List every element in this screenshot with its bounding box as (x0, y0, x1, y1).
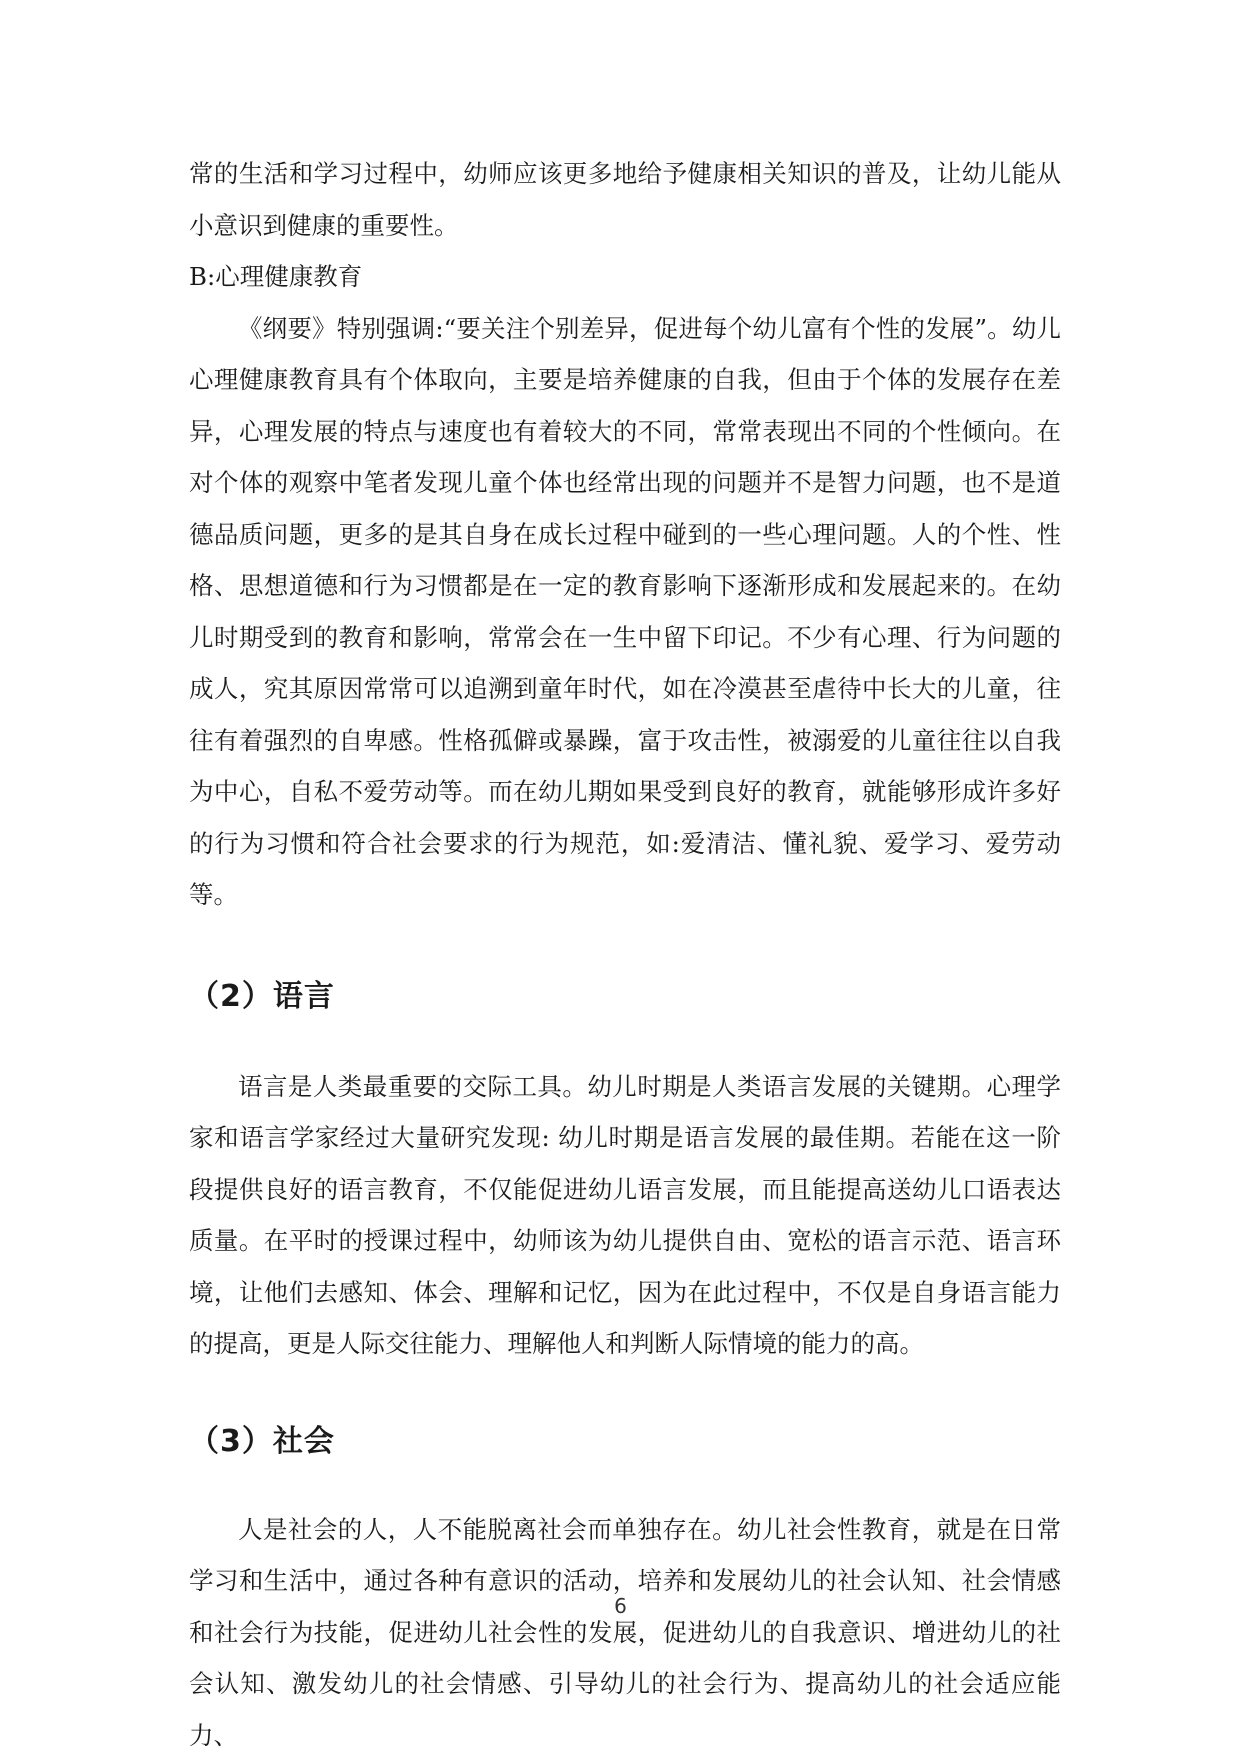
paragraph-society: 人是社会的人，人不能脱离社会而单独存在。幼儿社会性教育，就是在日常学习和生活中，通过各种有意识的活动，培养和发展幼儿的社会认知、社会情感和社会行为技能，促进幼儿社会性的发展，促进幼儿的自我意识、增进幼儿的社会认知、激发幼儿的社会情感、引导幼儿的社会行为、提高幼儿的社会适应能力、 (189, 1504, 1061, 1761)
section-heading-language: （2）语言 (189, 977, 1061, 1017)
subheading-mental-health: B:心理健康教育 (189, 251, 1061, 303)
section-heading-society: （3）社会 (189, 1422, 1061, 1462)
paragraph-health-knowledge: 常的生活和学习过程中，幼师应该更多地给予健康相关知识的普及，让幼儿能从小意识到健康的重要性。 (189, 148, 1061, 251)
page-body (189, 148, 1061, 1761)
page-number: 6 (0, 1594, 1241, 1618)
paragraph-mental-health: 《纲要》特别强调:“要关注个别差异，促进每个幼儿富有个性的发展”。幼儿心理健康教育具有个体取向，主要是培养健康的自我，但由于个体的发展存在差异，心理发展的特点与速度也有着较大的不同，常常表现出不同的个性倾向。在对个体的观察中笔者发现儿童个体也经常出现的问题并不是智力问题，也不是道德品质问题，更多的是其自身在成长过程中碰到的一些心理问题。人的个性、性格、思想道德和行为习惯都是在一定的教育影响下逐渐形成和发展起来的。在幼儿时期受到的教育和影响，常常会在一生中留下印记。不少有心理、行为问题的成人，究其原因常常可以追溯到童年时代，如在冷漠甚至虐待中长大的儿童，往往有着强烈的自卑感。性格孤僻或暴躁，富于攻击性，被溺爱的儿童往往以自我为中心，自私不爱劳动等。而在幼儿期如果受到良好的教育，就能够形成许多好的行为习惯和符合社会要求的行为规范，如:爱清洁、懂礼貌、爱学习、爱劳动等。 (189, 303, 1061, 921)
paragraph-language: 语言是人类最重要的交际工具。幼儿时期是人类语言发展的关键期。心理学家和语言学家经过大量研究发现: 幼儿时期是语言发展的最佳期。若能在这一阶段提供良好的语言教育，不仅能促进幼儿语言发展，而且能提高送幼儿口语表达质量。在平时的授课过程中，幼师该为幼儿提供自由、宽松的语言示范、语言环境，让他们去感知、体会、理解和记忆，因为在此过程中，不仅是自身语言能力的提高，更是人际交往能力、理解他人和判断人际情境的能力的高。 (189, 1061, 1061, 1370)
